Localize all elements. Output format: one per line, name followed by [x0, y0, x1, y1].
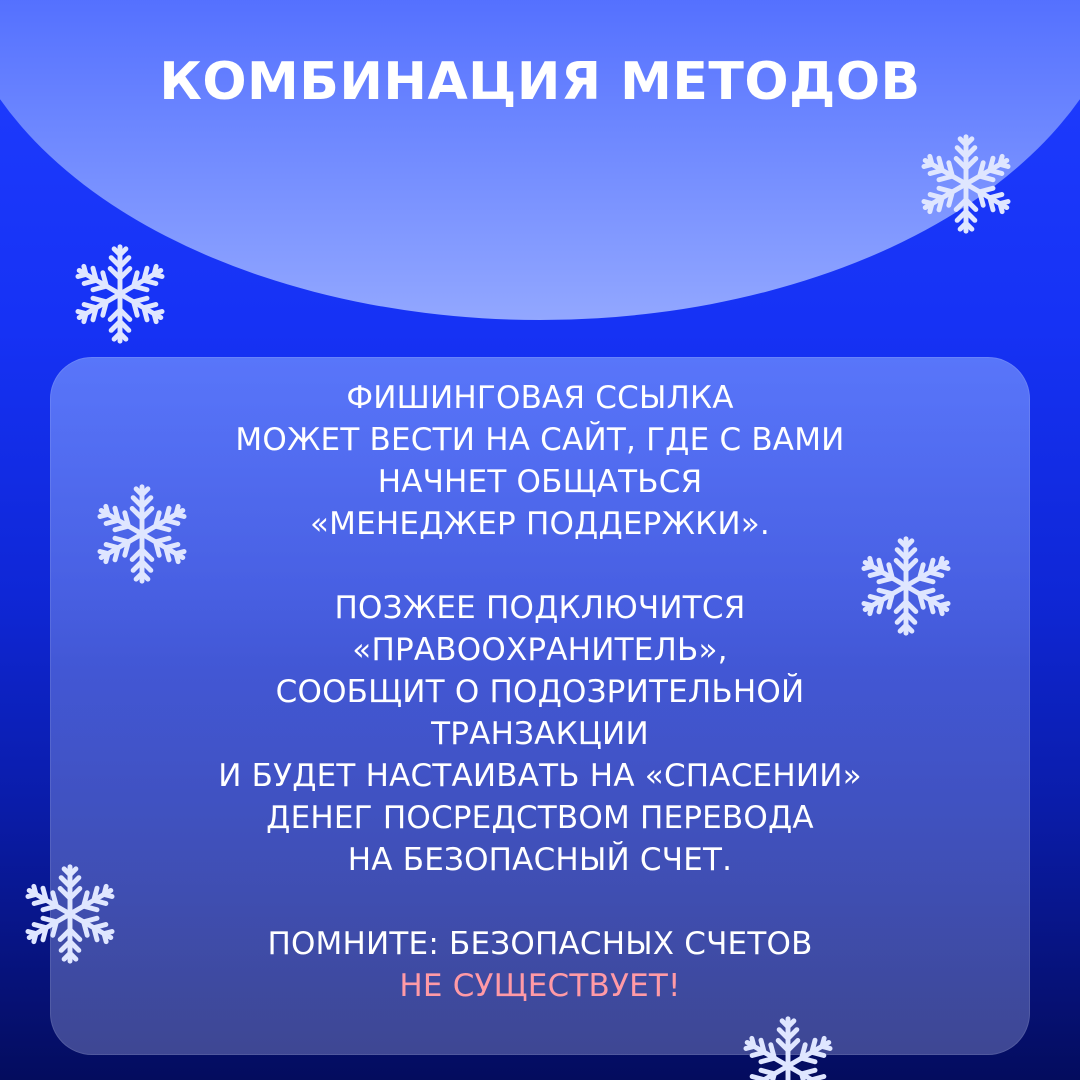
paragraph-1 [50, 377, 1030, 545]
warning-accent: НЕ СУЩЕСТВУЕТ! [399, 968, 681, 1004]
info-card [50, 357, 1030, 1055]
page-title: КОМБИНАЦИЯ МЕТОДОВ [159, 52, 921, 112]
warning-line: ПОМНИТЕ: БЕЗОПАСНЫХ СЧЕТОВ [267, 926, 813, 962]
text-line: «ПРАВООХРАНИТЕЛЬ», [352, 632, 728, 668]
text-line: НАЧНЕТ ОБЩАТЬСЯ [377, 464, 703, 500]
snowflake-icon [734, 1010, 842, 1080]
text-line: ПОЗЖЕЕ ПОДКЛЮЧИТСЯ [334, 590, 746, 626]
text-line: ТРАНЗАКЦИИ [431, 716, 649, 752]
card-text [50, 377, 1030, 1007]
warning [50, 923, 1030, 1007]
text-line: СООБЩИТ О ПОДОЗРИТЕЛЬНОЙ [275, 674, 805, 710]
text-line: ФИШИНГОВАЯ ССЫЛКА [346, 380, 734, 416]
snowflake-icon [852, 530, 960, 642]
text-line: «МЕНЕДЖЕР ПОДДЕРЖКИ». [310, 506, 770, 542]
text-line: ДЕНЕГ ПОСРЕДСТВОМ ПЕРЕВОДА [266, 800, 814, 836]
text-line: МОЖЕТ ВЕСТИ НА САЙТ, ГДЕ С ВАМИ [235, 422, 845, 458]
text-line: И БУДЕТ НАСТАИВАТЬ НА «СПАСЕНИИ» [218, 758, 862, 794]
snowflake-icon [88, 478, 196, 590]
text-line: НА БЕЗОПАСНЫЙ СЧЕТ. [347, 842, 733, 878]
snowflake-icon [66, 238, 174, 350]
snowflake-icon [16, 858, 124, 970]
snowflake-icon [912, 128, 1020, 240]
